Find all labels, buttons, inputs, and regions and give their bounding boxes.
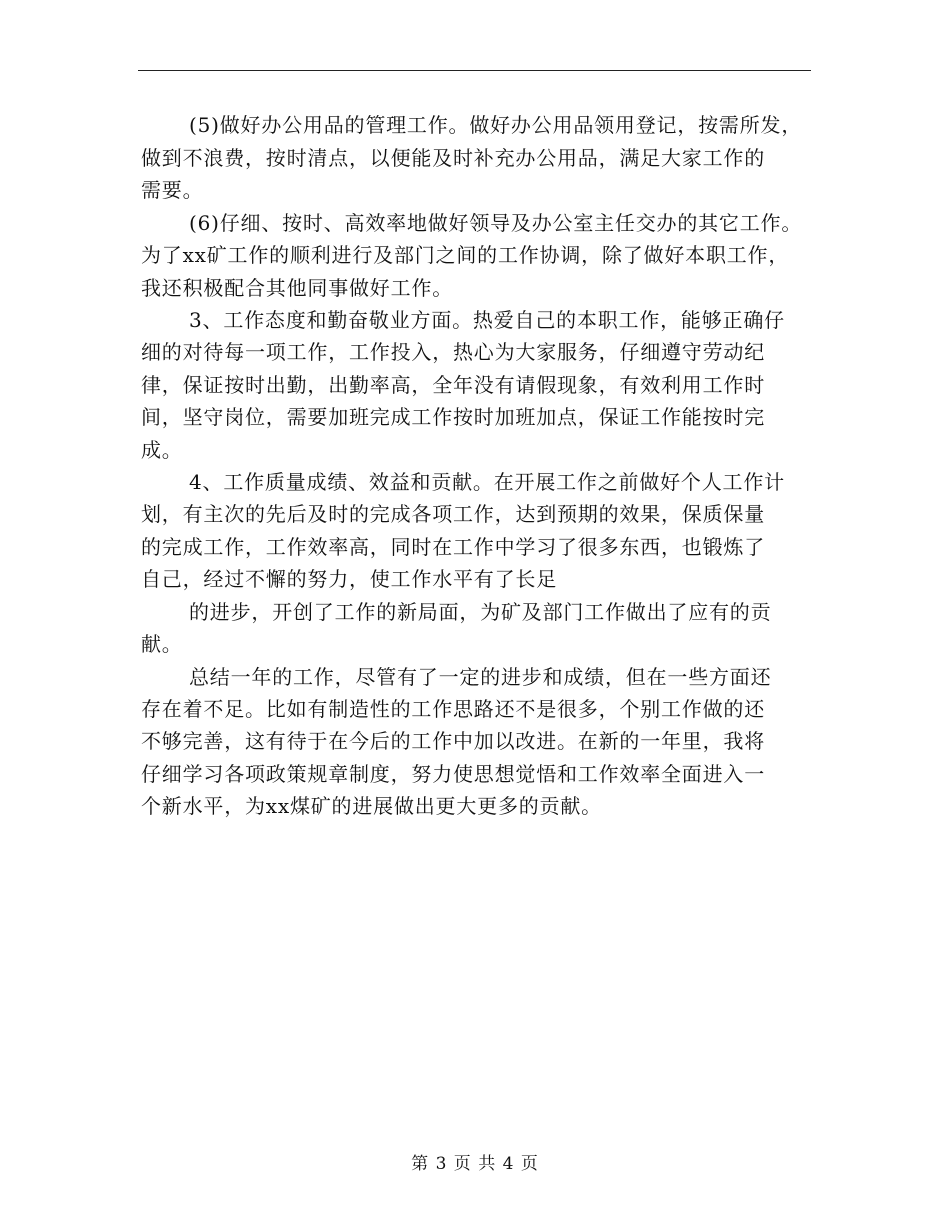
header-rule <box>138 70 811 71</box>
text-line: 成。 <box>141 438 183 462</box>
text-line: 划，有主次的先后及时的完成各项工作，达到预期的效果，保质保量 <box>141 502 765 526</box>
text-line: 做到不浪费，按时清点，以便能及时补充办公用品，满足大家工作的 <box>141 146 765 170</box>
text-line: 4、工作质量成绩、效益和贡献。在开展工作之前做好个人工作计 <box>189 470 785 494</box>
text-line: 的完成工作，工作效率高，同时在工作中学习了很多东西，也锻炼了 <box>141 535 765 559</box>
text-line: 总结一年的工作，尽管有了一定的进步和成绩，但在一些方面还 <box>189 665 772 689</box>
text-line: 不够完善，这有待于在今后的工作中加以改进。在新的一年里，我将 <box>141 729 765 753</box>
text-line: 间，坚守岗位，需要加班完成工作按时加班加点，保证工作能按时完 <box>141 405 765 429</box>
text-line: 存在着不足。比如有制造性的工作思路还不是很多，个别工作做的还 <box>141 697 765 721</box>
text-line: 需要。 <box>141 178 204 202</box>
text-line: 细的对待每一项工作，工作投入，热心为大家服务，仔细遵守劳动纪 <box>141 340 765 364</box>
page-number-footer: 第 3 页 共 4 页 <box>411 1154 539 1174</box>
text-line: 献。 <box>141 632 183 656</box>
text-line: 的进步，开创了工作的新局面，为矿及部门工作做出了应有的贡 <box>189 600 772 624</box>
text-line: 3、工作态度和勤奋敬业方面。热爱自己的本职工作，能够正确仔 <box>189 308 785 332</box>
text-line: 我还积极配合其他同事做好工作。 <box>141 276 453 300</box>
text-line: 个新水平，为xx煤矿的进展做出更大更多的贡献。 <box>141 794 602 818</box>
text-line: 自己，经过不懈的努力，使工作水平有了长足 <box>141 567 557 591</box>
text-line: 律，保证按时出勤，出勤率高，全年没有请假现象，有效利用工作时 <box>141 373 765 397</box>
text-line: (6)仔细、按时、高效率地做好领导及办公室主任交办的其它工作。 <box>189 211 803 235</box>
text-line: 为了xx矿工作的顺利进行及部门之间的工作协调，除了做好本职工作， <box>141 243 790 267</box>
text-line: (5)做好办公用品的管理工作。做好办公用品领用登记，按需所发， <box>189 113 803 137</box>
text-line: 仔细学习各项政策规章制度，努力使思想觉悟和工作效率全面进入一 <box>141 762 765 786</box>
